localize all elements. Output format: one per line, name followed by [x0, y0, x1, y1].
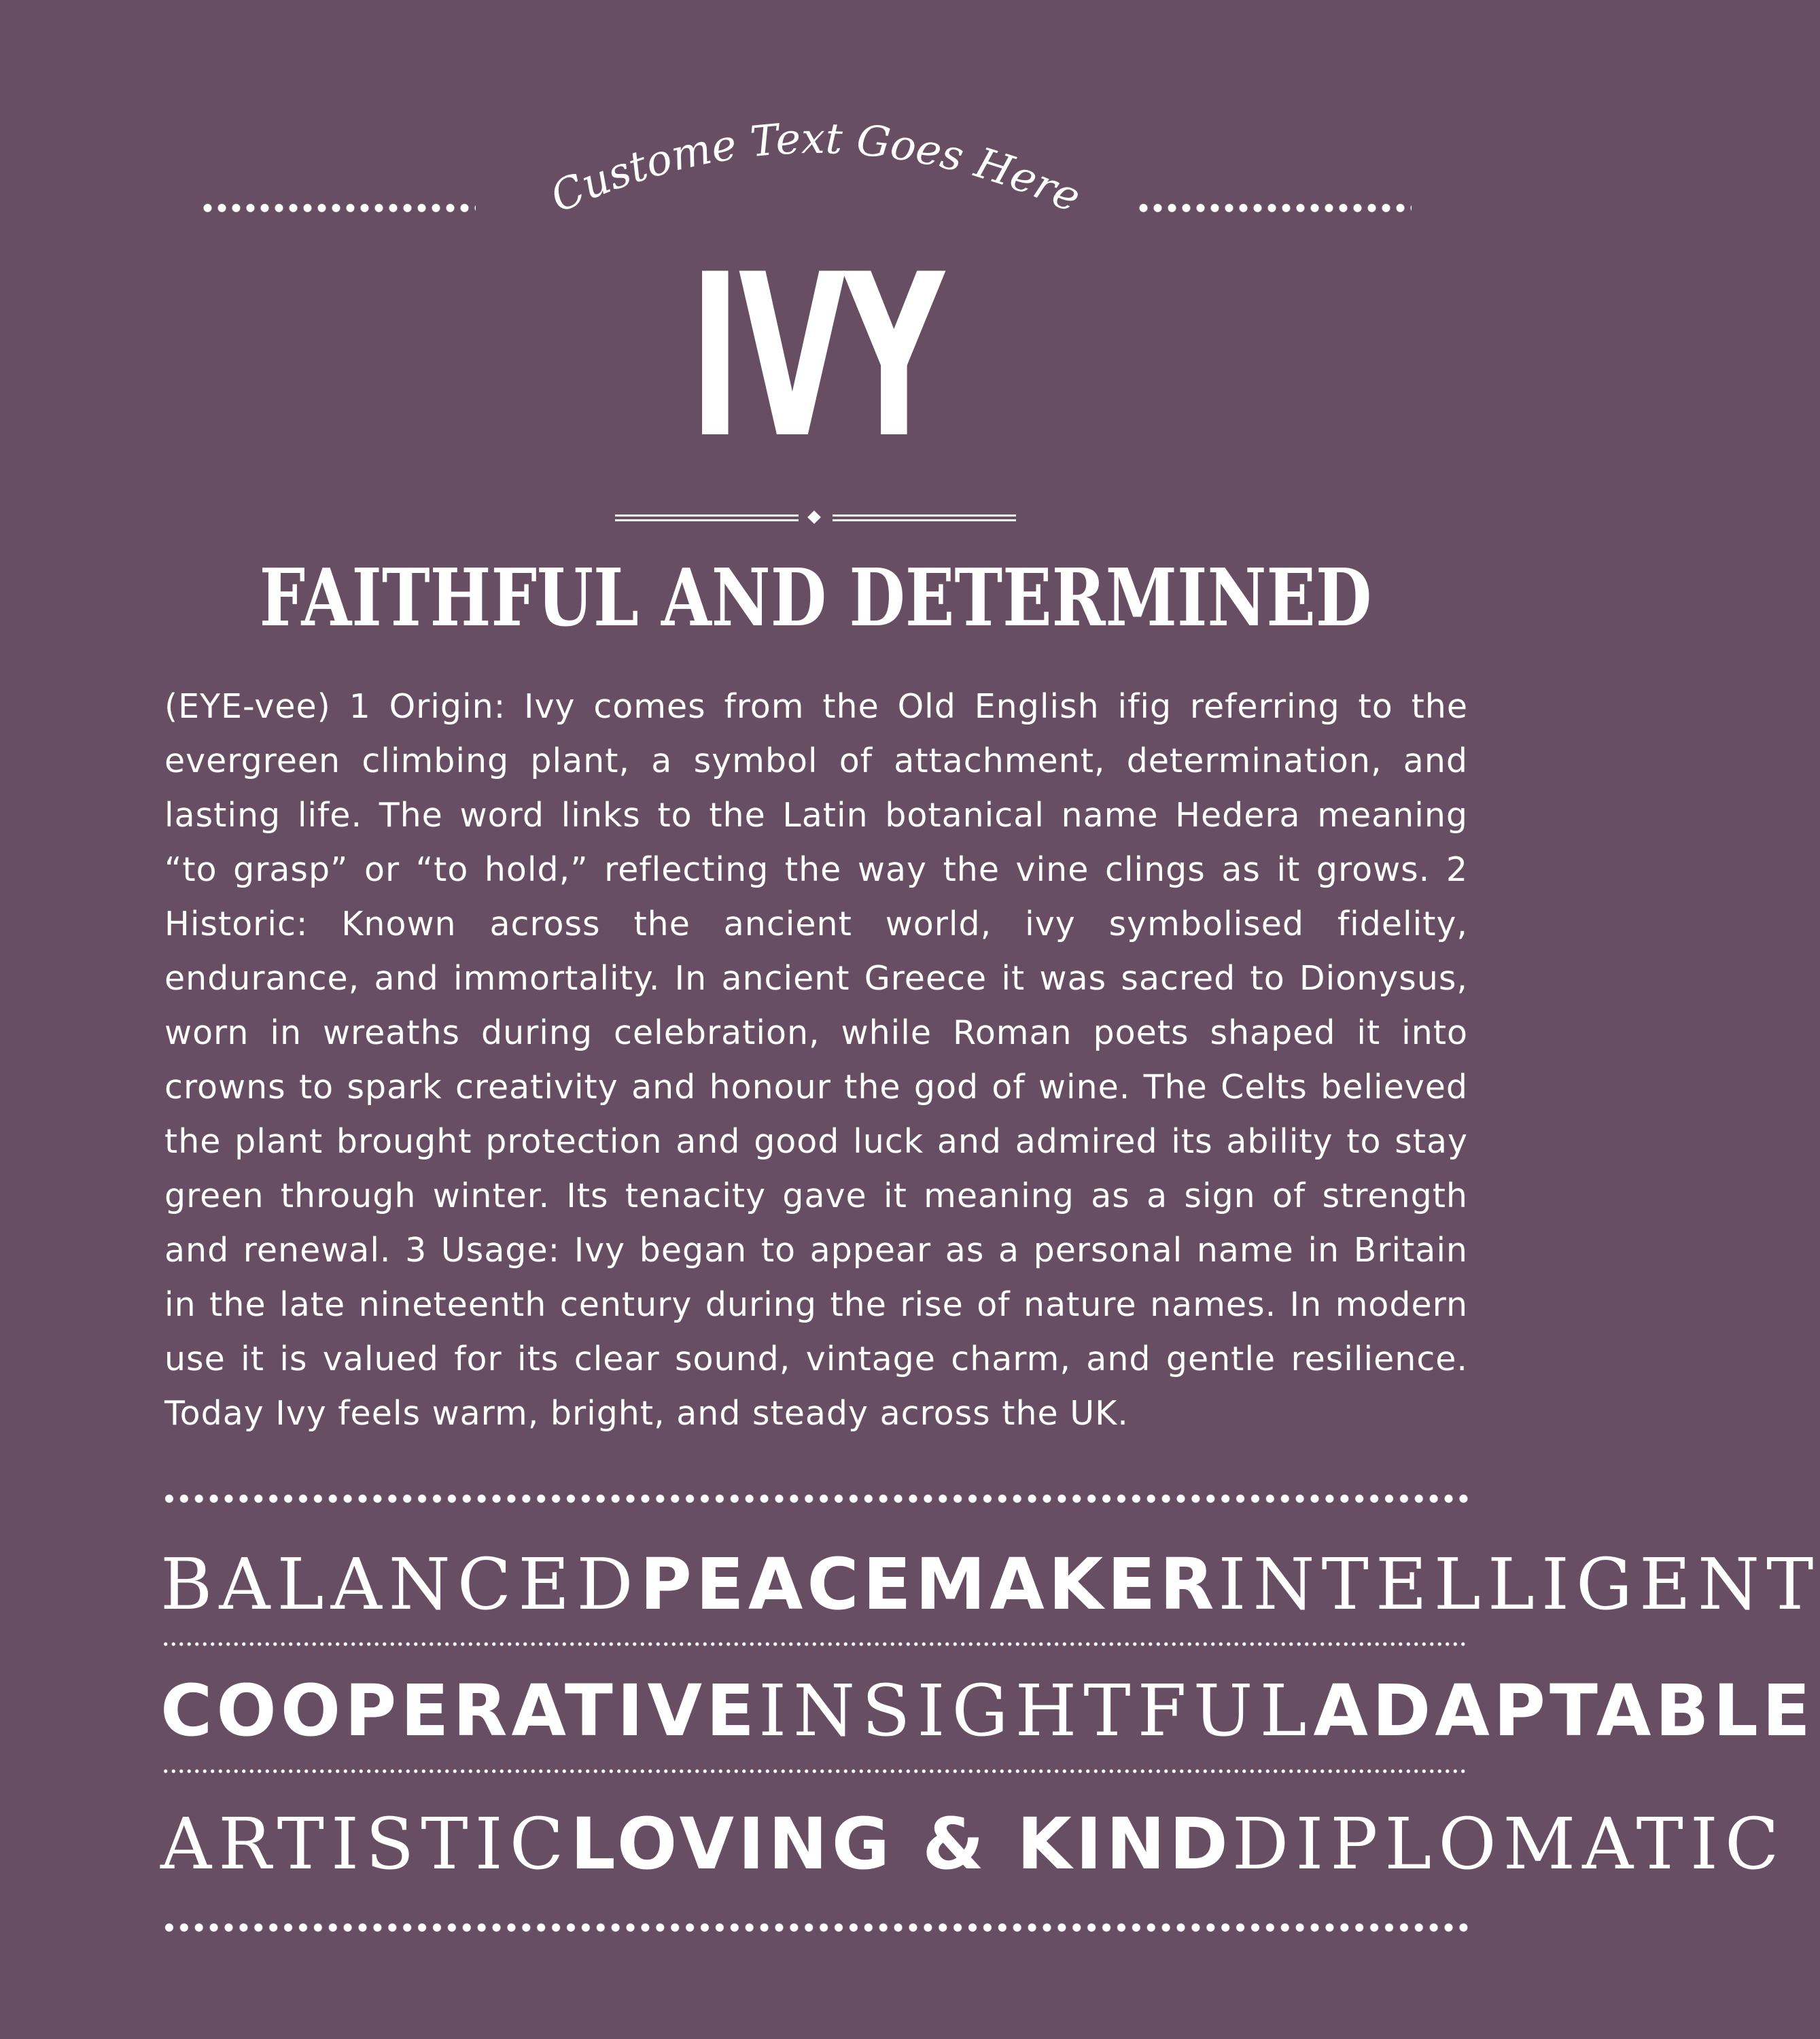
trait-word: COOPERATIVE: [160, 1669, 759, 1752]
trait-word: PEACEMAKER: [640, 1543, 1219, 1626]
custom-text-path: Custome Text Goes Here: [543, 113, 1089, 223]
bottom-dotted-divider: [162, 1921, 1472, 1934]
right-dotted-divider: [1136, 201, 1412, 215]
custom-text-header: [476, 109, 1155, 231]
traits-row-1: [160, 1540, 1820, 1628]
name-description: (EYE-vee) 1 Origin: Ivy comes from the Old English ifig referring to the evergreen climbing plant, a symbol of attachment, determination, and lasting life. The word links to the Latin botanical name Hedera meaning “to grasp” or “to hold,” reflecting the way the vine clings as it grows. 2 Historic: Known across the ancient world, ivy symbolised fidelity, endurance, and immortality. In ancient Greece it was sacred to Dionysus, worn in wreaths during celebration, while Roman poets shaped it into crowns to spark creativity and honour the god of wine. The Celts believed the plant brought protection and good luck and admired its ability to stay green through winter. Its tenacity gave it meaning as a sign of strength and renewal. 3 Usage: Ivy began to appear as a personal name in Britain in the late nineteenth century during the rise of nature names. In modern use it is valued for its clear sound, vintage charm, and gentle resilience. Today Ivy feels warm, bright, and steady across the UK.: [164, 687, 1468, 1433]
name-meaning: FAITHFUL AND DETERMINED: [259, 552, 1372, 644]
name-title: IVY: [689, 226, 942, 487]
ornamental-divider: [615, 511, 1016, 527]
trait-word: INSIGHTFUL: [758, 1669, 1314, 1752]
traits-row-2: [160, 1667, 1815, 1755]
ornament-line-left: [615, 515, 799, 521]
custom-text-arc: [476, 109, 1155, 231]
fine-dotted-divider: [162, 1768, 1468, 1774]
trait-word: DIPLOMATIC: [1231, 1802, 1786, 1885]
trait-word: ADAPTABLE: [1313, 1669, 1815, 1752]
fine-dotted-divider: [162, 1641, 1468, 1647]
trait-word: INTELLIGENT: [1218, 1543, 1820, 1626]
traits-row-3: [160, 1800, 1786, 1888]
ornament-line-right: [833, 515, 1016, 521]
trait-word: LOVING & KIND: [570, 1802, 1232, 1885]
top-dotted-divider: [162, 1492, 1472, 1505]
trait-word: ARTISTIC: [160, 1802, 571, 1885]
diamond-icon: [807, 510, 821, 524]
left-dotted-divider: [200, 201, 476, 215]
custom-text: [543, 114, 1088, 222]
trait-word: BALANCED: [160, 1543, 640, 1626]
